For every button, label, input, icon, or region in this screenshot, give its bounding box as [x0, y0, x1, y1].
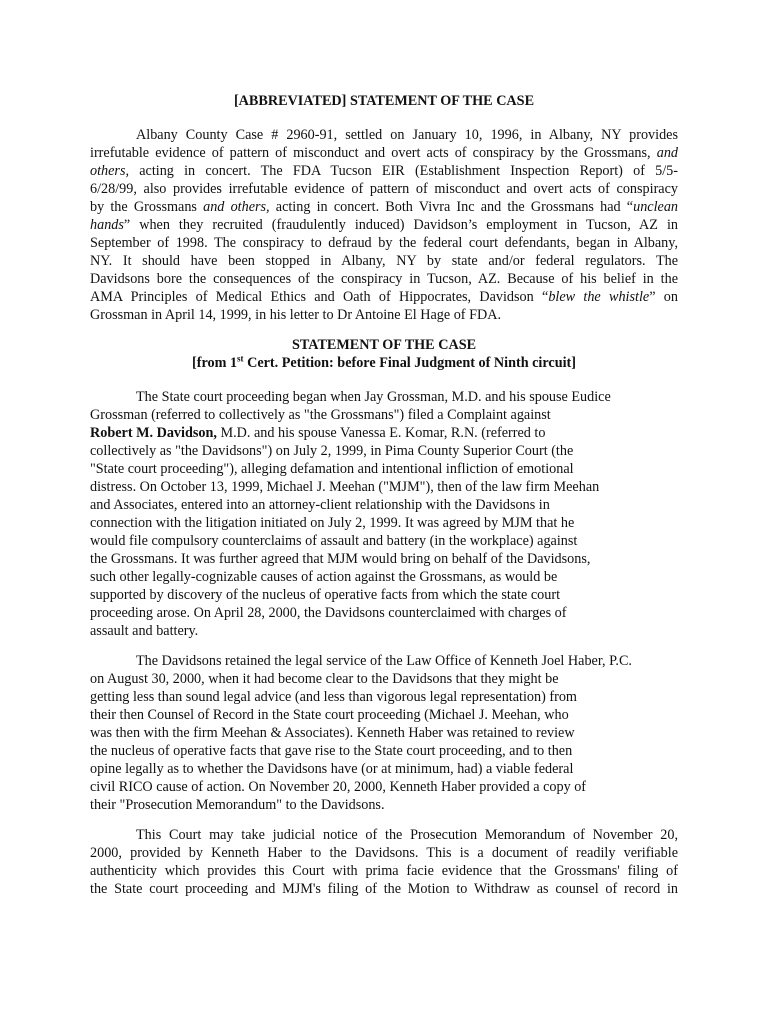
text-line: opine legally as to whether the Davidsons have (or at minimum, had) a viable federal: [90, 761, 574, 777]
text-line: Robert M. Davidson, M.D. and his spouse Vanessa E. Komar, R.N. (referred to: [90, 425, 546, 441]
paragraph-abbreviated-statement: [90, 126, 678, 324]
text-line: AMA Principles of Medical Ethics and Oath of Hippocrates, Davidson “blew the whistle” on: [90, 289, 678, 305]
text-line: September of 1998. The conspiracy to defraud by the federal court defendants, began in Albany,: [90, 235, 678, 251]
text-line: NY. It should have been stopped in Albany, NY by state and/or federal regulators. The: [90, 253, 678, 269]
text-line: 2000, provided by Kenneth Haber to the Davidsons. This is a document of readily verifiable: [90, 845, 678, 861]
text-line: The Davidsons retained the legal service of the Law Office of Kenneth Joel Haber, P.C.: [136, 653, 632, 669]
text-line: and Associates, entered into an attorney-client relationship with the Davidsons in: [90, 497, 550, 513]
text-line: the State court proceeding and MJM's filing of the Motion to Withdraw as counsel of record in: [90, 881, 678, 897]
text-line: supported by discovery of the nucleus of operative facts from which the state court: [90, 587, 561, 603]
text-line: irrefutable evidence of pattern of misconduct and overt acts of conspiracy by the Grossmans, and: [90, 145, 678, 161]
text-line: assault and battery.: [90, 623, 199, 639]
text-line: distress. On October 13, 1999, Michael J. Meehan ("MJM"), then of the law firm Meehan: [90, 479, 600, 495]
text-line: the Grossmans. It was further agreed that MJM would bring on behalf of the Davidsons,: [90, 551, 591, 567]
text-line: authenticity which provides this Court with prima facie evidence that the Grossmans' filing of: [90, 863, 678, 879]
text-line: the nucleus of operative facts that gave rise to the State court proceeding, and to then: [90, 743, 573, 759]
petition-subheading: [from 1st Cert. Petition: before Final Judgment of Ninth circuit]: [192, 353, 576, 371]
text-line: Grossman in April 14, 1999, in his letter to Dr Antoine El Hage of FDA.: [90, 307, 501, 323]
text-line: getting less than sound legal advice (and less than vigorous legal representation) from: [90, 689, 577, 705]
statement-heading: STATEMENT OF THE CASE: [291, 337, 477, 353]
text-line: would file compulsory counterclaims of assault and battery (in the workplace) against: [90, 533, 578, 549]
text-line: was then with the firm Meehan & Associates). Kenneth Haber was retained to review: [90, 725, 575, 741]
text-line: connection with the litigation initiated on July 2, 1999. It was agreed by MJM that he: [90, 515, 575, 531]
text-line: civil RICO cause of action. On November 20, 2000, Kenneth Haber provided a copy of: [90, 779, 587, 795]
paragraph-judicial-notice: [90, 826, 678, 898]
paragraph-state-court: [90, 388, 642, 640]
text-line: proceeding arose. On April 28, 2000, the Davidsons counterclaimed with charges of: [90, 605, 567, 621]
text-line: Davidsons bore the consequences of the conspiracy in Tucson, AZ. Because of his belief in the: [90, 271, 678, 287]
text-line: Grossman (referred to collectively as "the Grossmans") filed a Complaint against: [90, 407, 551, 423]
text-line: by the Grossmans and others, acting in concert. Both Vivra Inc and the Grossmans had “unclean: [90, 199, 679, 215]
text-line: 6/28/99, also provides irrefutable evidence of pattern of misconduct and overt acts of conspiracy: [90, 181, 678, 197]
text-line: "State court proceeding"), alleging defamation and intentional infliction of emotional: [90, 461, 574, 477]
paragraph-haber-retained: [90, 652, 650, 814]
text-line: such other legally-cognizable causes of action against the Grossmans, as would be: [90, 569, 558, 585]
text-line: The State court proceeding began when Jay Grossman, M.D. and his spouse Eudice: [136, 389, 611, 405]
text-line: their "Prosecution Memorandum" to the Davidsons.: [90, 797, 385, 813]
text-line: collectively as "the Davidsons") on July 2, 1999, in Pima County Superior Court (the: [90, 443, 574, 459]
text-line: This Court may take judicial notice of the Prosecution Memorandum of November 20,: [136, 827, 678, 843]
text-line: Albany County Case # 2960-91, settled on January 10, 1996, in Albany, NY provides: [136, 127, 678, 143]
text-line: hands” when they recruited (fraudulently induced) Davidson’s employment in Tucson, AZ in: [90, 217, 678, 233]
text-line: their then Counsel of Record in the State court proceeding (Michael J. Meehan, who: [90, 707, 569, 723]
abbreviated-heading: [ABBREVIATED] STATEMENT OF THE CASE: [233, 93, 535, 109]
text-line: on August 30, 2000, when it had become clear to the Davidsons that they might be: [90, 671, 559, 687]
text-line: others, acting in concert. The FDA Tucson EIR (Establishment Inspection Report) of 5/5-: [90, 163, 678, 179]
